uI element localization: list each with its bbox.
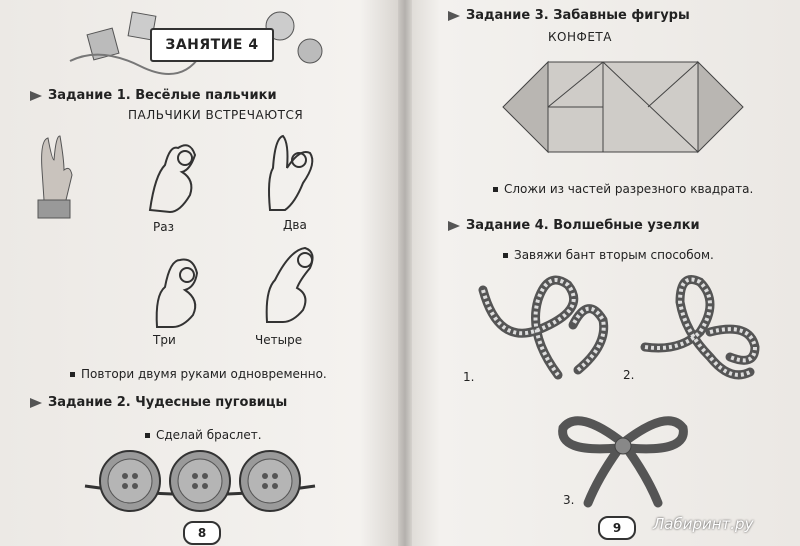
bullet-icon — [145, 433, 150, 438]
arrow-icon — [448, 11, 460, 21]
knot-step-2-label: 2. — [623, 368, 635, 382]
task3-instruction-text: Сложи из частей разрезного квадрата. — [504, 182, 754, 196]
knot-step-1-label: 1. — [463, 370, 475, 384]
knot-step-3-label: 3. — [563, 493, 575, 507]
lesson-title: ЗАНЯТИЕ 4 — [150, 28, 274, 62]
task1-subtitle: ПАЛЬЧИКИ ВСТРЕЧАЮТСЯ — [128, 108, 304, 122]
task1-instruction — [70, 367, 327, 381]
bullet-icon — [70, 372, 75, 377]
hand-gesture-1-icon — [140, 130, 210, 215]
task2-instruction — [145, 428, 262, 442]
task3-subtitle: КОНФЕТА — [548, 30, 612, 44]
arrow-icon — [30, 398, 42, 408]
task2-heading — [30, 395, 287, 410]
task2-title: Задание 2. Чудесные пуговицы — [48, 395, 288, 410]
bullet-icon — [503, 253, 508, 258]
button-1-icon — [100, 451, 160, 511]
knot-step-2-illustration — [640, 272, 770, 387]
task4-instruction-text: Завяжи бант вторым способом. — [514, 248, 714, 262]
bullet-icon — [493, 187, 498, 192]
candy-tangram-illustration — [503, 52, 743, 162]
hand-gesture-2-icon — [255, 128, 325, 213]
task1-instruction-text: Повтори двумя руками одновременно. — [81, 367, 327, 381]
task1-heading — [30, 88, 277, 103]
task1-title: Задание 1. Весёлые пальчики — [48, 88, 277, 103]
label-raz: Раз — [153, 220, 174, 234]
button-2-icon — [170, 451, 230, 511]
label-chetyre: Четыре — [255, 333, 303, 347]
task4-instruction — [503, 248, 714, 262]
page-number-right: 9 — [598, 516, 636, 540]
watermark: Лабиринт.ру — [653, 515, 754, 533]
task3-heading — [448, 8, 690, 23]
label-tri: Три — [153, 333, 176, 347]
task4-heading — [448, 218, 700, 233]
knot-step-1-illustration — [478, 275, 628, 385]
task4-title: Задание 4. Волшебные узелки — [466, 218, 700, 233]
arrow-icon — [30, 91, 42, 101]
task3-title: Задание 3. Забавные фигуры — [466, 8, 690, 23]
buttons-bracelet-illustration — [85, 448, 315, 518]
raised-hand-icon — [30, 130, 75, 220]
right-page — [408, 0, 800, 546]
arrow-icon — [448, 221, 460, 231]
page-number-left: 8 — [183, 521, 221, 545]
task2-instruction-text: Сделай браслет. — [156, 428, 262, 442]
hand-gesture-3-icon — [145, 245, 215, 330]
label-dva: Два — [283, 218, 307, 232]
task3-instruction — [493, 182, 753, 196]
hand-gesture-4-icon — [255, 240, 330, 325]
knot-step-3-illustration — [558, 408, 688, 508]
button-3-icon — [240, 451, 300, 511]
